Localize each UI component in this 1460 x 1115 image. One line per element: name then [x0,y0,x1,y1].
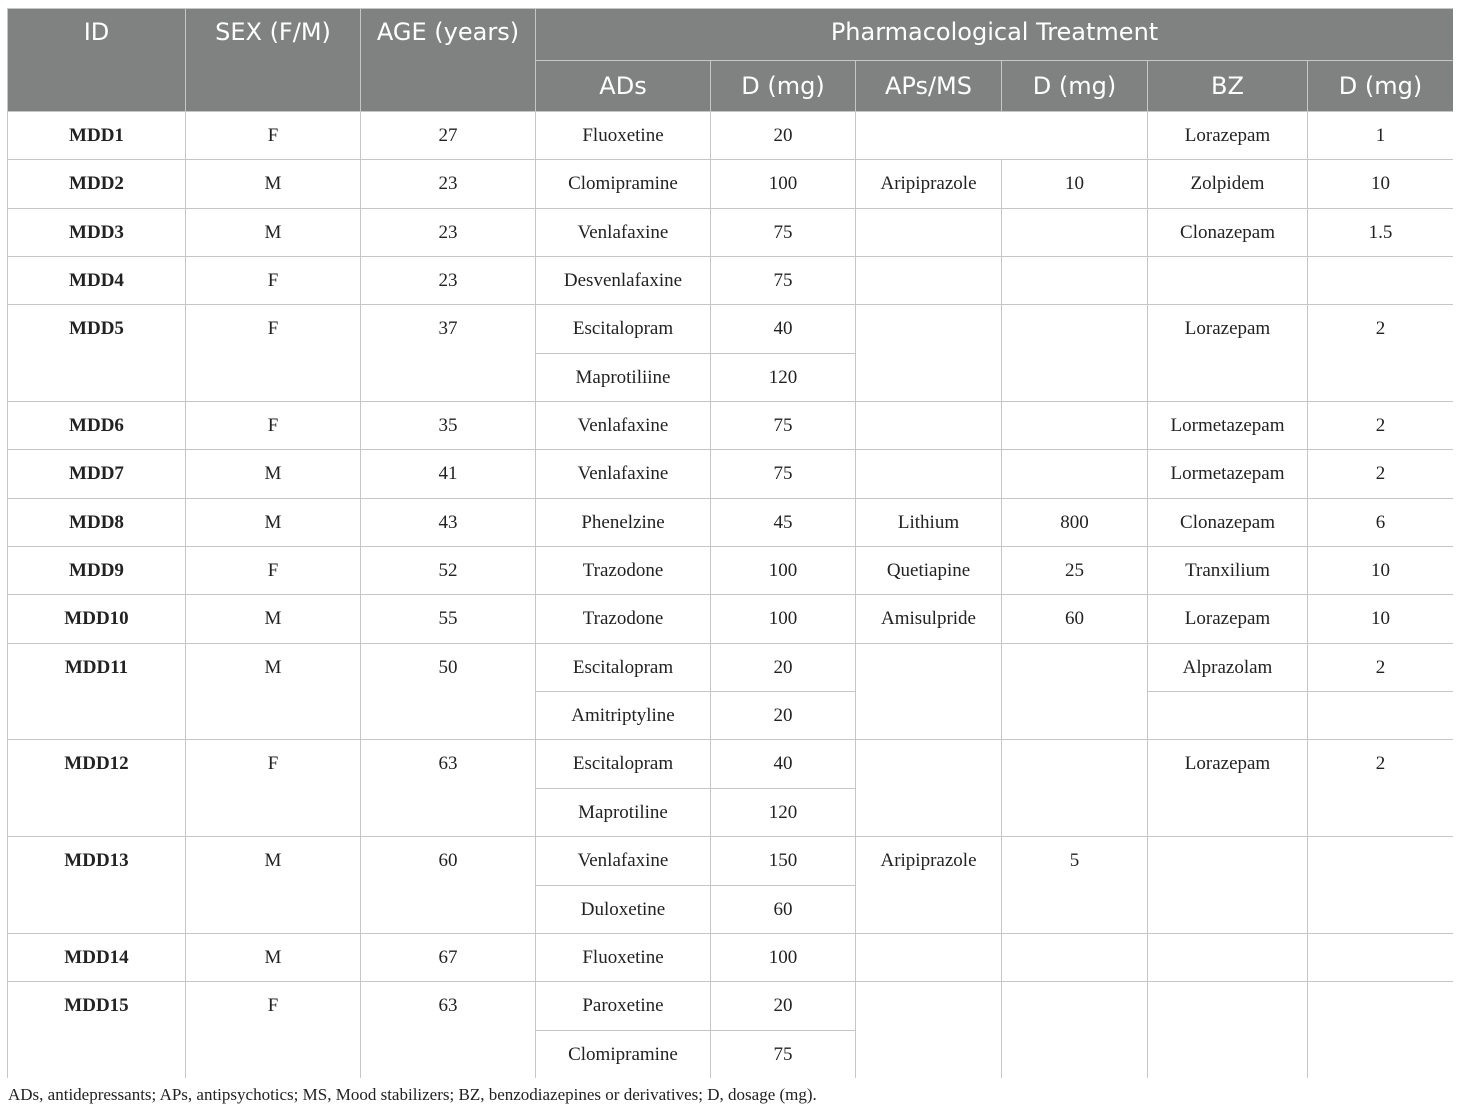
cell-aps-dose [1001,643,1147,740]
cell-id: MDD8 [7,498,185,546]
cell-bz-dose [1307,691,1453,739]
cell-ad-dose: 75 [710,449,855,497]
cell-bz-dose [1307,836,1453,933]
cell-ad-drug: Escitalopram [535,643,710,691]
cell-aps-dose [1001,981,1147,1078]
cell-ad-dose: 75 [710,208,855,256]
cell-aps-drug [855,401,1001,449]
cell-aps-dose [1001,256,1147,304]
cell-ad-dose: 120 [710,788,855,836]
cell-age: 52 [360,546,535,594]
cell-aps-dose: 5 [1001,836,1147,933]
cell-ad-drug: Venlafaxine [535,208,710,256]
cell-bz-drug: Clonazepam [1147,208,1307,256]
cell-age: 23 [360,159,535,207]
cell-aps-drug [855,933,1001,981]
cell-aps-drug [855,304,1001,401]
cell-bz-dose [1307,933,1453,981]
header-pharmacological-treatment: Pharmacological Treatment [535,8,1453,60]
cell-aps-dose: 800 [1001,498,1147,546]
cell-sex: M [185,594,360,642]
cell-aps-dose [1001,933,1147,981]
header-aps-ms: APs/MS [855,60,1001,111]
cell-aps-drug [855,739,1001,836]
cell-aps-dose [1001,739,1147,836]
cell-id: MDD3 [7,208,185,256]
cell-ad-drug: Escitalopram [535,739,710,787]
cell-age: 50 [360,643,535,740]
cell-age: 63 [360,739,535,836]
cell-aps-drug: Quetiapine [855,546,1001,594]
cell-ad-dose: 60 [710,885,855,933]
cell-bz-drug: Alprazolam [1147,643,1307,691]
cell-sex: F [185,256,360,304]
cell-bz-drug [1147,836,1307,933]
cell-aps-dose: 25 [1001,546,1147,594]
cell-sex: M [185,836,360,933]
cell-aps-drug [855,981,1001,1078]
cell-sex: F [185,981,360,1078]
cell-age: 63 [360,981,535,1078]
cell-ad-drug: Venlafaxine [535,449,710,497]
cell-aps-drug: Aripiprazole [855,159,1001,207]
cell-sex: M [185,933,360,981]
cell-bz-drug: Tranxilium [1147,546,1307,594]
cell-bz-drug: Lorazepam [1147,739,1307,836]
cell-bz-drug: Clonazepam [1147,498,1307,546]
cell-bz-dose [1307,256,1453,304]
cell-ad-dose: 20 [710,981,855,1029]
cell-id: MDD10 [7,594,185,642]
cell-aps-drug [855,449,1001,497]
cell-ad-drug: Venlafaxine [535,401,710,449]
cell-id: MDD7 [7,449,185,497]
cell-bz-dose: 1 [1307,111,1453,159]
cell-ad-dose: 100 [710,546,855,594]
cell-aps-dose [1001,449,1147,497]
cell-id: MDD9 [7,546,185,594]
cell-ad-drug: Paroxetine [535,981,710,1029]
header-bz: BZ [1147,60,1307,111]
cell-ad-dose: 75 [710,401,855,449]
cell-sex: F [185,304,360,401]
header-id: ID [7,8,185,111]
cell-aps-dose [1001,208,1147,256]
cell-bz-dose: 2 [1307,401,1453,449]
cell-ad-dose: 20 [710,691,855,739]
cell-id: MDD2 [7,159,185,207]
cell-id: MDD1 [7,111,185,159]
cell-id: MDD13 [7,836,185,933]
cell-id: MDD14 [7,933,185,981]
cell-bz-drug: Lorazepam [1147,304,1307,401]
cell-aps-empty [855,111,1147,159]
cell-bz-dose: 6 [1307,498,1453,546]
cell-aps-dose: 10 [1001,159,1147,207]
cell-ad-dose: 45 [710,498,855,546]
cell-age: 41 [360,449,535,497]
cell-ad-drug: Venlafaxine [535,836,710,884]
cell-age: 60 [360,836,535,933]
header-age: AGE (years) [360,8,535,111]
cell-aps-drug: Aripiprazole [855,836,1001,933]
cell-ad-drug: Duloxetine [535,885,710,933]
cell-bz-dose: 1.5 [1307,208,1453,256]
cell-age: 55 [360,594,535,642]
cell-ad-drug: Amitriptyline [535,691,710,739]
cell-sex: M [185,498,360,546]
treatment-table [7,8,1453,1078]
cell-ad-dose: 20 [710,643,855,691]
cell-aps-drug: Amisulpride [855,594,1001,642]
cell-sex: F [185,111,360,159]
cell-ad-drug: Clomipramine [535,159,710,207]
cell-bz-drug [1147,981,1307,1078]
cell-id: MDD11 [7,643,185,740]
cell-bz-drug: Lorazepam [1147,594,1307,642]
cell-bz-drug [1147,933,1307,981]
cell-aps-drug [855,208,1001,256]
cell-ad-drug: Escitalopram [535,304,710,352]
header-sex: SEX (F/M) [185,8,360,111]
cell-bz-dose: 2 [1307,304,1453,401]
cell-bz-dose: 2 [1307,643,1453,691]
cell-age: 27 [360,111,535,159]
cell-ad-dose: 40 [710,739,855,787]
cell-ad-drug: Maprotiline [535,788,710,836]
cell-age: 67 [360,933,535,981]
cell-ad-dose: 150 [710,836,855,884]
cell-ad-drug: Desvenlafaxine [535,256,710,304]
cell-bz-drug [1147,691,1307,739]
cell-ad-drug: Fluoxetine [535,933,710,981]
cell-age: 43 [360,498,535,546]
cell-bz-dose: 10 [1307,159,1453,207]
cell-sex: F [185,401,360,449]
cell-ad-drug: Maprotiliine [535,353,710,401]
cell-id: MDD6 [7,401,185,449]
cell-ad-drug: Clomipramine [535,1030,710,1078]
cell-ad-dose: 120 [710,353,855,401]
cell-id: MDD4 [7,256,185,304]
cell-aps-dose [1001,401,1147,449]
cell-ad-drug: Phenelzine [535,498,710,546]
cell-bz-dose: 2 [1307,739,1453,836]
cell-id: MDD15 [7,981,185,1078]
cell-sex: M [185,643,360,740]
cell-sex: F [185,739,360,836]
cell-aps-drug [855,256,1001,304]
cell-id: MDD12 [7,739,185,836]
cell-bz-drug: Lormetazepam [1147,449,1307,497]
cell-ad-dose: 100 [710,159,855,207]
cell-ad-drug: Trazodone [535,546,710,594]
header-ads-dose: D (mg) [710,60,855,111]
cell-bz-dose: 10 [1307,594,1453,642]
cell-id: MDD5 [7,304,185,401]
table-footnote: ADs, antidepressants; APs, antipsychotics; MS, Mood stabilizers; BZ, benzodiazepines or derivatives; D, dosage (mg). [8,1085,817,1104]
cell-sex: M [185,159,360,207]
cell-ad-dose: 75 [710,1030,855,1078]
header-ads: ADs [535,60,710,111]
cell-ad-dose: 75 [710,256,855,304]
cell-ad-dose: 20 [710,111,855,159]
cell-ad-dose: 100 [710,933,855,981]
cell-age: 35 [360,401,535,449]
header-aps-dose: D (mg) [1001,60,1147,111]
cell-ad-dose: 40 [710,304,855,352]
cell-ad-drug: Fluoxetine [535,111,710,159]
cell-aps-dose [1001,304,1147,401]
cell-aps-dose: 60 [1001,594,1147,642]
cell-aps-drug [855,643,1001,740]
cell-sex: F [185,546,360,594]
cell-age: 37 [360,304,535,401]
cell-ad-dose: 100 [710,594,855,642]
cell-ad-drug: Trazodone [535,594,710,642]
header-bz-dose: D (mg) [1307,60,1453,111]
cell-bz-drug: Lormetazepam [1147,401,1307,449]
cell-bz-dose [1307,981,1453,1078]
cell-sex: M [185,449,360,497]
cell-bz-drug: Zolpidem [1147,159,1307,207]
cell-age: 23 [360,208,535,256]
cell-sex: M [185,208,360,256]
cell-bz-dose: 10 [1307,546,1453,594]
cell-bz-drug: Lorazepam [1147,111,1307,159]
cell-aps-drug: Lithium [855,498,1001,546]
cell-bz-dose: 2 [1307,449,1453,497]
cell-bz-drug [1147,256,1307,304]
cell-age: 23 [360,256,535,304]
